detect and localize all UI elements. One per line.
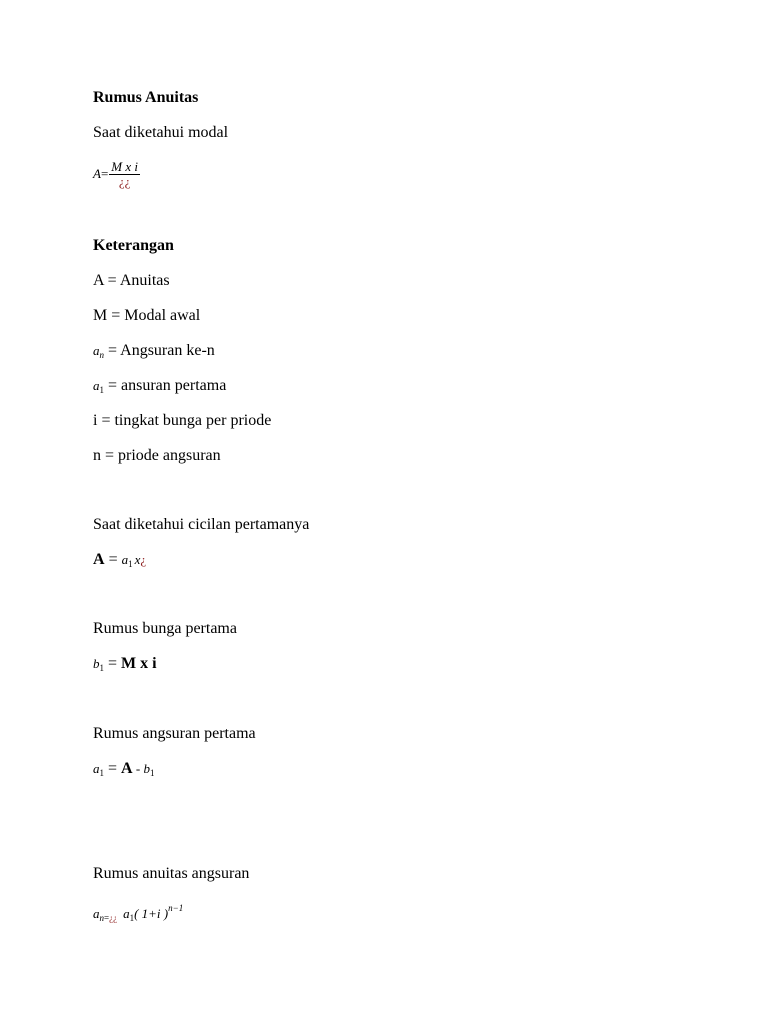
a1-text: = ansuran pertama: [104, 377, 227, 394]
f4-sub: 1: [99, 768, 104, 778]
f5-sub2: 1: [129, 913, 135, 923]
f3-eq: =: [104, 655, 122, 672]
doc-title: Rumus Anuitas: [93, 89, 199, 106]
an-sub: n: [99, 350, 104, 360]
f4-A: A: [121, 760, 133, 777]
ket-priode: n = priode angsuran: [93, 447, 221, 464]
formula-anuitas-cicilan: [93, 550, 146, 574]
f2-err: ¿: [140, 552, 147, 567]
f1-denominator: ¿¿: [118, 174, 131, 189]
f3-rhs: M x i: [121, 655, 157, 672]
f3-var: b: [93, 656, 100, 671]
an-text: = Angsuran ke-n: [104, 342, 215, 359]
ket-modal: M = Modal awal: [93, 307, 201, 324]
a1-sub: 1: [99, 385, 104, 395]
f1-eq: =: [100, 166, 109, 182]
f5-err: ¿¿: [109, 913, 118, 923]
bunga-heading: Rumus bunga pertama: [93, 620, 237, 637]
f4-var2: b: [143, 761, 150, 776]
f4-sub2: 1: [149, 768, 155, 778]
f2-x: x: [134, 552, 141, 567]
ket-bunga: i = tingkat bunga per priode: [93, 412, 272, 429]
f4-minus: -: [132, 761, 144, 776]
formula-bunga: [93, 654, 157, 678]
angsuran-heading: Rumus angsuran pertama: [93, 725, 256, 742]
f2-var: a: [121, 552, 129, 567]
f5-sub: n: [99, 913, 104, 923]
formula-anuitas-modal: [93, 160, 140, 189]
modal-heading: Saat diketahui modal: [93, 124, 229, 141]
f3-sub: 1: [99, 663, 104, 673]
f2-sub: 1: [128, 559, 133, 569]
keterangan-heading: Keterangan: [93, 237, 174, 254]
f5-exp: n−1: [168, 903, 184, 913]
f4-eq: =: [104, 760, 122, 777]
formula-angsuran: [93, 759, 154, 783]
f5-paren: ( 1+i ): [134, 906, 169, 921]
ket-anuitas: A = Anuitas: [93, 272, 170, 289]
an-var: a: [93, 343, 100, 358]
f2-eq: =: [104, 551, 122, 568]
f4-var: a: [93, 761, 100, 776]
cicilan-heading: Saat diketahui cicilan pertamanya: [93, 516, 310, 533]
f2-lhs: A: [93, 551, 105, 568]
f5-var2: a: [123, 906, 130, 921]
f5-sub-eq: =: [104, 913, 110, 923]
f5-var: a: [93, 906, 100, 921]
a1-var: a: [93, 378, 100, 393]
f1-fraction: [109, 160, 140, 189]
ket-angsuran-1: [93, 376, 226, 400]
formula-anuitas-angsuran: [93, 898, 183, 928]
f1-numerator: M x i: [111, 159, 139, 174]
anuitas-heading: Rumus anuitas angsuran: [93, 865, 250, 882]
ket-angsuran-n: [93, 341, 215, 365]
f1-lhs: A: [93, 166, 101, 182]
